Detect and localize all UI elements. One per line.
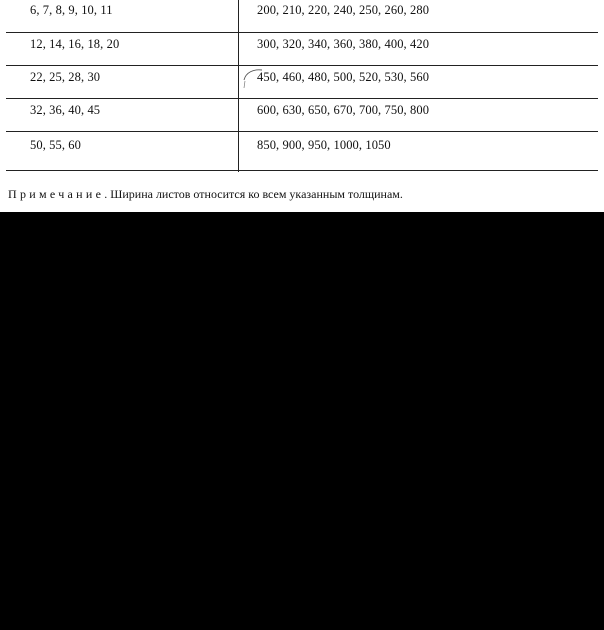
sheet-dimensions-table — [6, 0, 598, 172]
width-cell: 450, 460, 480, 500, 520, 530, 560 — [257, 69, 430, 84]
width-cell: 200, 210, 220, 240, 250, 260, 280 — [257, 2, 430, 17]
thickness-cell: 22, 25, 28, 30 — [30, 69, 101, 84]
thickness-cell: 50, 55, 60 — [30, 137, 81, 152]
thickness-cell: 12, 14, 16, 18, 20 — [30, 36, 120, 51]
width-cell: 850, 900, 950, 1000, 1050 — [257, 137, 391, 152]
table-row — [6, 27, 598, 61]
width-cell: 300, 320, 340, 360, 380, 400, 420 — [257, 36, 430, 51]
table-row — [6, 93, 598, 127]
note-label: Примечание — [8, 187, 105, 201]
table-row — [6, 0, 598, 27]
thickness-cell: 6, 7, 8, 9, 10, 11 — [30, 2, 113, 17]
thickness-cell: 32, 36, 40, 45 — [30, 102, 101, 117]
table-row — [6, 60, 598, 94]
table-note — [8, 187, 403, 202]
table-bottom-border — [6, 170, 598, 171]
note-text: . Ширина листов относится ко всем указанным толщинам. — [104, 187, 403, 201]
table-row — [6, 128, 598, 162]
document-page — [0, 0, 604, 212]
width-cell: 600, 630, 650, 670, 700, 750, 800 — [257, 102, 430, 117]
